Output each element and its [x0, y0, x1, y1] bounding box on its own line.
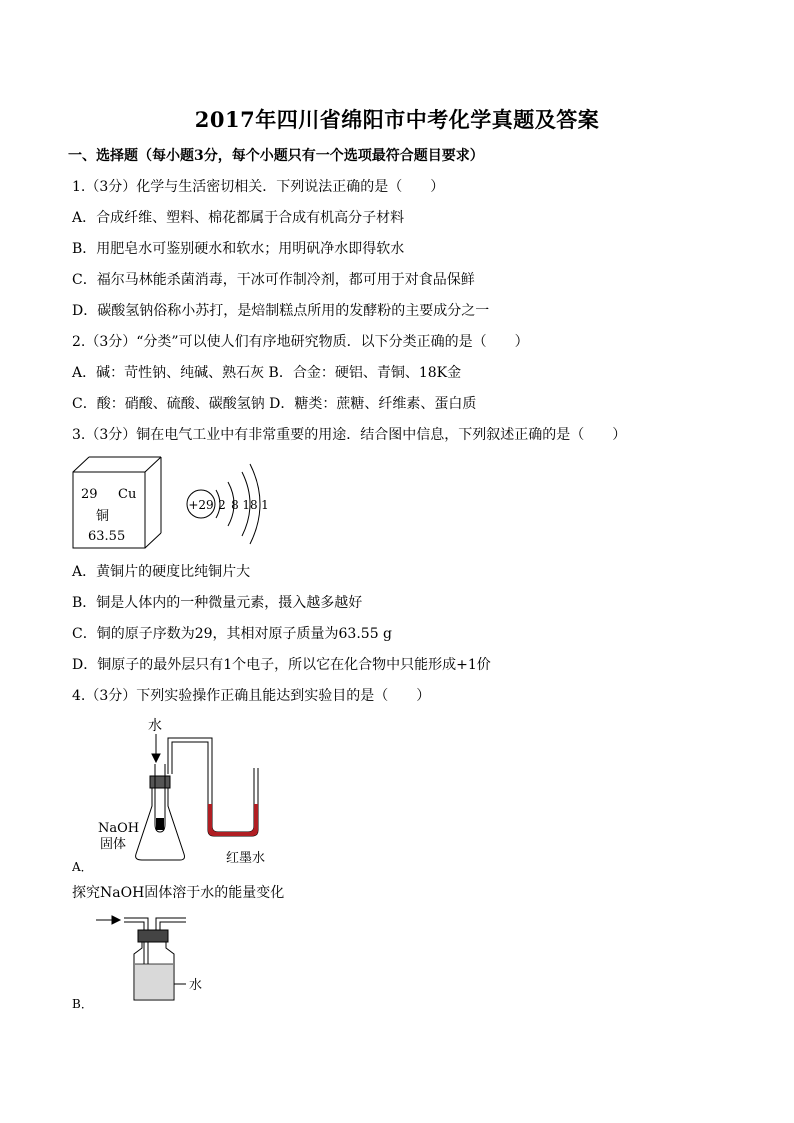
atomic-mass: 63.55: [88, 529, 126, 544]
shell-3-electrons: 18: [242, 498, 258, 512]
flask-stopper: [150, 776, 170, 788]
bottle-stopper: [138, 930, 168, 942]
bottle-water: [135, 964, 173, 999]
section-heading: 一、选择题（每小题3分，每个小题只有一个选项最符合题目要求）: [68, 148, 484, 164]
delivery-tube-outer: [168, 738, 212, 814]
q2-stem: 2.（3分）“分类”可以使人们有序地研究物质．以下分类正确的是（ ）: [72, 334, 529, 350]
q4-stem: 4.（3分）下列实验操作正确且能达到实验目的是（ ）: [72, 688, 431, 704]
inlet-arrow: [96, 916, 120, 924]
water-arrow: [152, 734, 160, 762]
figure-a-label: A．: [72, 860, 93, 874]
q3-option-b: B．铜是人体内的一种微量元素，摄入越多越好: [72, 595, 363, 611]
q3-stem: 3.（3分）铜在电气工业中有非常重要的用途．结合图中信息，下列叙述正确的是（ ）: [72, 427, 627, 443]
experiment-a-figure: [72, 714, 292, 874]
figure-b-label: B．: [72, 997, 93, 1011]
element-name: 铜: [96, 509, 110, 524]
q2-options-ab: A．碱：苛性钠、纯碱、熟石灰 B．合金：硬铝、青铜、18K金: [72, 365, 462, 381]
q1-option-b: B．用肥皂水可鉴别硬水和软水；用明矾净水即得软水: [72, 241, 405, 257]
copper-atom-structure: [184, 456, 284, 552]
q3-option-c: C．铜的原子序数为29，其相对原子质量为63.55 g: [72, 626, 393, 642]
shell-2-electrons: 8: [231, 498, 239, 512]
atomic-number: 29: [81, 487, 98, 502]
water-label: 水: [148, 718, 162, 734]
page-title: 2017年四川省绵阳市中考化学真题及答案: [194, 107, 600, 132]
q1-option-c: C．福尔马林能杀菌消毒，干冰可作制冷剂，都可用于对食品保鲜: [72, 272, 475, 288]
experiment-b-figure: [72, 912, 232, 1012]
shell-1-electrons: 2: [218, 498, 226, 512]
naoh-label: NaOH: [98, 821, 140, 836]
delivery-tube-inner: [172, 742, 208, 814]
solid-label: 固体: [100, 837, 127, 852]
q4-option-a-description: 探究NaOH固体溶于水的能量变化: [72, 885, 285, 901]
u-tube-outer: [208, 768, 258, 836]
naoh-solid: [156, 818, 164, 830]
q3-option-d: D．铜原子的最外层只有1个电子，所以它在化合物中只能形成+1价: [72, 657, 491, 673]
u-tube-inner: [212, 768, 254, 832]
q1-option-a: A．合成纤维、塑料、棉花都属于合成有机高分子材料: [72, 210, 405, 226]
element-symbol: Cu: [118, 487, 137, 502]
water-label-b: 水: [189, 978, 203, 993]
shell-4-electrons: 1: [261, 498, 269, 512]
q1-stem: 1.（3分）化学与生活密切相关．下列说法正确的是（ ）: [72, 179, 445, 195]
q3-option-a: A．黄铜片的硬度比纯铜片大: [72, 564, 251, 580]
q1-option-d: D．碳酸氢钠俗称小苏打，是焙制糕点所用的发酵粉的主要成分之一: [72, 303, 490, 319]
q2-options-cd: C．酸：硝酸、硫酸、碳酸氢钠 D．糖类：蔗糖、纤维素、蛋白质: [72, 396, 477, 412]
nucleus-charge: +29: [188, 498, 214, 512]
red-ink-label: 红墨水: [226, 851, 266, 866]
